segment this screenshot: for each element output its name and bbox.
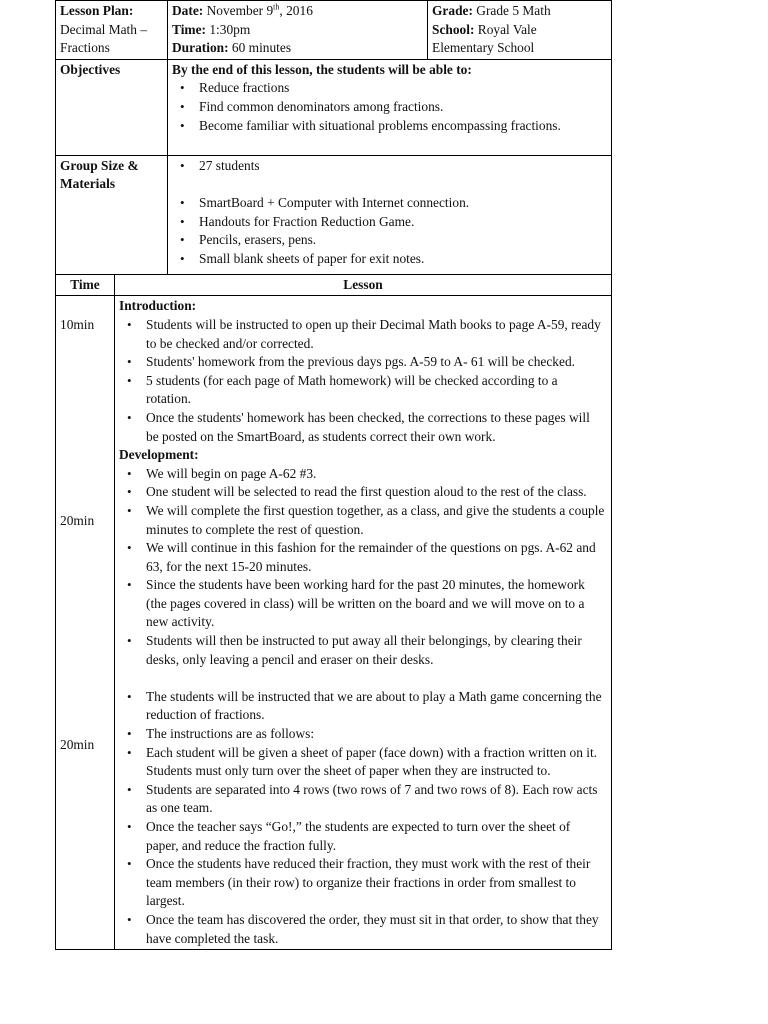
materials-content-cell xyxy=(168,155,612,274)
time-entry: 10min xyxy=(60,317,95,333)
development-item: • We will continue in this fashion for the remainder of the questions on pgs. A-62 and 63, for the next 15-20 minutes. xyxy=(119,539,605,576)
lesson-plan-label: Lesson Plan: xyxy=(60,3,134,18)
duration-value: 60 minutes xyxy=(231,40,292,56)
materials-label-line-1: Group Size & xyxy=(60,157,139,173)
school-line-1: Royal Vale xyxy=(477,21,537,37)
material-item: • SmartBoard + Computer with Internet connection. xyxy=(172,194,607,213)
objective-item: • Become familiar with situational problems encompassing fractions. xyxy=(172,117,567,136)
game-item: • Each student will be given a sheet of paper (face down) with a fraction written on it. Students must only turn over the sheet of paper when they are instructed to. xyxy=(119,744,605,781)
introduction-item: • 5 students (for each page of Math homework) will be checked according to a rotation. xyxy=(119,372,605,409)
lesson-plan-document xyxy=(55,0,611,950)
game-item: • Once the team has discovered the order, they must sit in that order, to show that they have completed the task. xyxy=(119,911,605,948)
lesson-header: Lesson xyxy=(343,276,383,292)
lesson-plan-cell xyxy=(56,1,168,60)
date-time-cell xyxy=(168,1,428,60)
development-item: • We will begin on page A-62 #3. xyxy=(119,465,605,484)
time-column-cell xyxy=(56,296,115,950)
time-entry: 20min xyxy=(60,737,95,753)
school-line-2: Elementary School xyxy=(432,40,535,56)
time-header-cell xyxy=(56,274,115,296)
development-item: • Since the students have been working hard for the past 20 minutes, the homework (the pages covered in class) will be written on the board and we will move on to a new activity. xyxy=(119,576,605,632)
materials-row xyxy=(56,155,612,274)
lesson-header-row xyxy=(56,274,612,296)
time-entry: 20min xyxy=(60,513,95,529)
objectives-row xyxy=(56,59,612,155)
material-item: • Pencils, erasers, pens. xyxy=(172,231,607,250)
development-item: • One student will be selected to read the first question aloud to the rest of the class. xyxy=(119,483,605,502)
group-size-item: • 27 students xyxy=(172,157,607,176)
lesson-plan-line-1: Decimal Math – xyxy=(60,21,148,37)
materials-label-cell xyxy=(56,155,168,274)
materials-label-line-2: Materials xyxy=(60,176,116,192)
lesson-plan-line-2: Fractions xyxy=(60,40,110,56)
game-item: • The students will be instructed that we are about to play a Math game concerning the reduction of fractions. xyxy=(119,688,605,725)
time-header: Time xyxy=(70,276,100,292)
objectives-label: Objectives xyxy=(60,61,121,77)
introduction-item: • Students will be instructed to open up their Decimal Math books to page A-59, ready to be checked and/or corrected. xyxy=(119,316,605,353)
date-year: , 2016 xyxy=(279,3,313,18)
development-heading: Development: xyxy=(119,447,199,463)
material-item: • Small blank sheets of paper for exit notes. xyxy=(172,250,607,269)
lesson-content-cell xyxy=(115,296,612,950)
introduction-item: • Students' homework from the previous days pgs. A-59 to A- 61 will be checked. xyxy=(119,353,605,372)
date-label: Date: xyxy=(172,3,204,18)
date-value: November 9 xyxy=(206,3,274,18)
school-label: School: xyxy=(432,21,475,37)
date-suffix: th xyxy=(273,2,280,12)
lesson-header-cell xyxy=(115,274,612,296)
development-item: • We will complete the first question together, as a class, and give the students a couple minutes to complete the rest of question. xyxy=(119,502,605,539)
lesson-plan-table xyxy=(55,0,612,950)
introduction-heading: Introduction: xyxy=(119,298,197,314)
grade-value: Grade 5 Math xyxy=(476,3,551,18)
game-item: • Once the teacher says “Go!,” the students are expected to turn over the sheet of paper, and reduce the fraction fully. xyxy=(119,818,605,855)
time-label: Time: xyxy=(172,21,206,37)
game-item: • Students are separated into 4 rows (two rows of 7 and two rows of 8). Each row acts as one team. xyxy=(119,781,605,818)
objectives-label-cell xyxy=(56,59,168,155)
header-row xyxy=(56,1,612,60)
game-item: • Once the students have reduced their fraction, they must work with the rest of their team members (in their row) to organize their fractions in order from smallest to largest. xyxy=(119,855,605,911)
duration-label: Duration: xyxy=(172,40,229,56)
material-item: • Handouts for Fraction Reduction Game. xyxy=(172,213,607,232)
objective-item: • Find common denominators among fractions. xyxy=(172,98,567,117)
objectives-content-cell xyxy=(168,59,612,155)
lesson-body-row xyxy=(56,296,612,950)
introduction-item: • Once the students' homework has been checked, the corrections to these pages will be posted on the SmartBoard, as students correct their own work. xyxy=(119,409,605,446)
game-item: • The instructions are as follows: xyxy=(119,725,605,744)
development-item: • Students will then be instructed to put away all their belongings, by clearing their desks, only leaving a pencil and eraser on their desks. xyxy=(119,632,605,669)
objective-item: • Reduce fractions xyxy=(172,79,567,98)
objectives-intro: By the end of this lesson, the students will be able to: xyxy=(172,61,472,77)
time-value: 1:30pm xyxy=(209,21,251,37)
grade-school-cell xyxy=(428,1,612,60)
grade-label: Grade: xyxy=(432,3,473,18)
